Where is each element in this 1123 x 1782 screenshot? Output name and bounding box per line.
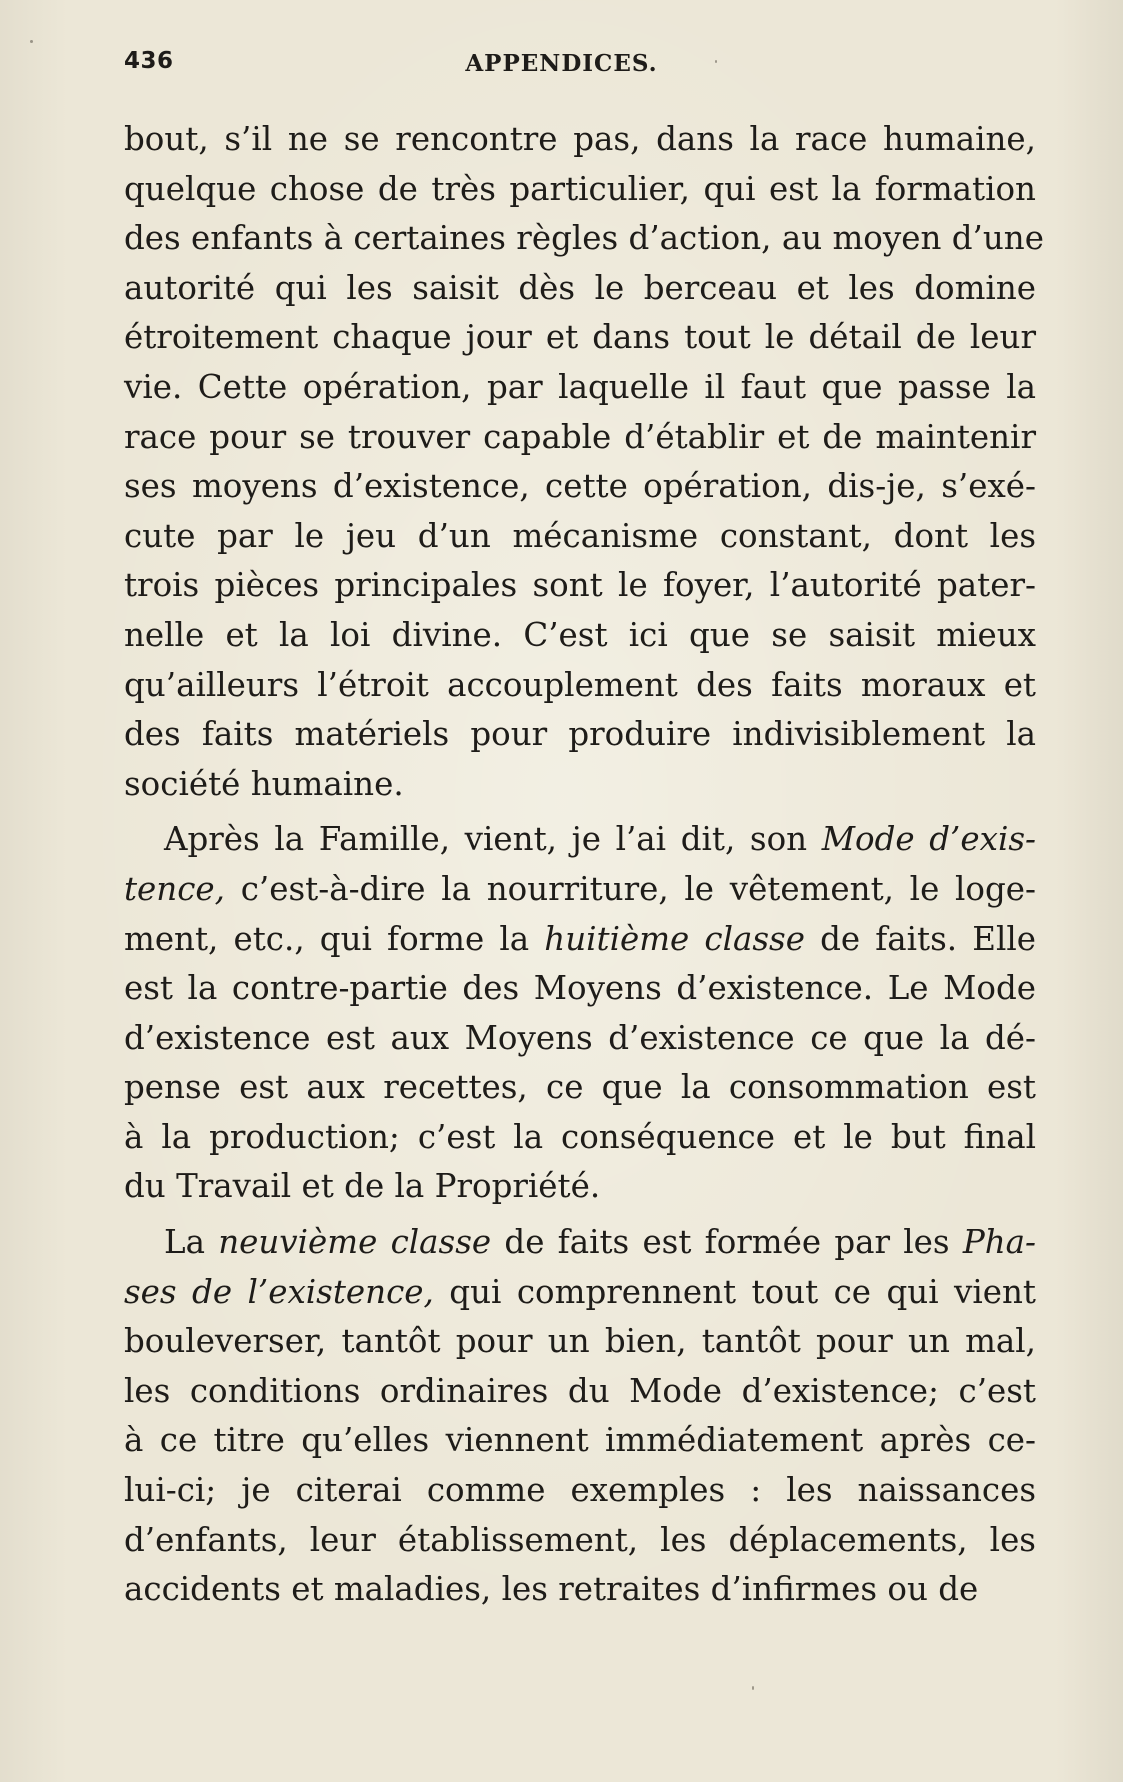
text-run: des enfants à certaines règles d’action, au moyen d’une bbox=[124, 219, 1044, 258]
paragraph bbox=[124, 1218, 1036, 1615]
text-run: ses moyens d’existence, cette opération, dis-je, s’exé- bbox=[124, 467, 1036, 506]
text-line bbox=[124, 1063, 1036, 1113]
paragraph bbox=[124, 815, 1036, 1212]
text-line bbox=[124, 512, 1036, 562]
running-head: APPENDICES. bbox=[465, 50, 658, 77]
paragraph bbox=[124, 115, 1044, 809]
text-line bbox=[124, 413, 1036, 463]
text-run: nelle et la loi divine. C’est ici que se saisit mieux bbox=[124, 615, 1036, 654]
text-line bbox=[124, 264, 1036, 314]
text-run: d’enfants, leur établissement, les déplacements, les bbox=[124, 1520, 1036, 1559]
text-line bbox=[124, 865, 1036, 915]
text-line bbox=[124, 710, 1036, 760]
text-line bbox=[124, 561, 1036, 611]
text-run: pense est aux recettes, ce que la consommation est bbox=[124, 1068, 1036, 1107]
body-text bbox=[124, 115, 1044, 1615]
text-line bbox=[124, 611, 1036, 661]
text-run: race pour se trouver capable d’établir et de maintenir bbox=[124, 417, 1036, 456]
text-line bbox=[124, 1516, 1036, 1566]
page-number: 436 bbox=[124, 48, 174, 74]
text-run: d’existence est aux Moyens d’existence ce que la dé- bbox=[124, 1018, 1036, 1057]
italic-run: ses de l’existence, bbox=[124, 1272, 434, 1311]
text-line bbox=[124, 1416, 1036, 1466]
text-line bbox=[124, 815, 1036, 865]
text-run: Après la Famille, vient, je l’ai dit, son bbox=[164, 820, 822, 859]
text-line bbox=[124, 1113, 1036, 1163]
text-run: bouleverser, tantôt pour un bien, tantôt pour un mal, bbox=[124, 1322, 1036, 1361]
text-run: autorité qui les saisit dès le berceau et les domine bbox=[124, 268, 1036, 307]
text-line bbox=[124, 1466, 1036, 1516]
paper-speck bbox=[715, 60, 717, 63]
italic-run: Mode d’exis- bbox=[821, 820, 1037, 859]
text-line bbox=[124, 915, 1036, 965]
text-run: étroitement chaque jour et dans tout le détail de leur bbox=[124, 318, 1036, 357]
text-line bbox=[124, 1014, 1036, 1064]
text-run: société humaine. bbox=[124, 764, 404, 803]
text-run: qu’ailleurs l’étroit accouplement des faits moraux et bbox=[124, 665, 1036, 704]
italic-run: neuvième classe bbox=[218, 1223, 492, 1262]
text-run: La bbox=[164, 1223, 219, 1262]
text-line bbox=[124, 1317, 1036, 1367]
text-run: lui-ci; je citerai comme exemples : les naissances bbox=[124, 1471, 1036, 1510]
text-line bbox=[124, 964, 1036, 1014]
text-line bbox=[124, 165, 1036, 215]
text-line bbox=[124, 1162, 1036, 1212]
text-line bbox=[124, 1218, 1036, 1268]
text-line bbox=[124, 1565, 1036, 1615]
text-run: bout, s’il ne se rencontre pas, dans la race humaine, bbox=[124, 120, 1036, 158]
text-line bbox=[124, 363, 1036, 413]
text-run: ment, etc., qui forme la bbox=[124, 919, 545, 958]
text-run: de faits est formée par les bbox=[491, 1223, 963, 1262]
text-run: à ce titre qu’elles viennent immédiatement après ce- bbox=[124, 1421, 1036, 1460]
text-run: de faits. Elle bbox=[804, 919, 1036, 958]
text-line bbox=[124, 115, 1036, 165]
italic-run: tence, bbox=[124, 869, 225, 908]
text-line bbox=[124, 214, 1044, 264]
text-line bbox=[124, 1268, 1036, 1318]
text-run: trois pièces principales sont le foyer, l’autorité pater- bbox=[124, 566, 1036, 605]
text-line bbox=[124, 760, 1036, 810]
text-run: c’est-à-dire la nourriture, le vêtement, le loge- bbox=[225, 869, 1036, 908]
text-run: cute par le jeu d’un mécanisme constant, dont les bbox=[124, 516, 1036, 555]
text-run: est la contre-partie des Moyens d’existence. Le Mode bbox=[124, 969, 1036, 1008]
italic-run: huitième classe bbox=[544, 919, 805, 958]
text-run: à la production; c’est la conséquence et le but final bbox=[124, 1117, 1036, 1156]
paper-speck bbox=[752, 1686, 754, 1690]
text-run: des faits matériels pour produire indivisiblement la bbox=[124, 715, 1036, 754]
paper-speck bbox=[30, 40, 33, 43]
text-run: quelque chose de très particulier, qui est la formation bbox=[124, 169, 1036, 208]
text-run: du Travail et de la Propriété. bbox=[124, 1167, 601, 1206]
text-run: les conditions ordinaires du Mode d’existence; c’est bbox=[124, 1371, 1036, 1410]
text-line bbox=[124, 1367, 1036, 1417]
text-run: accidents et maladies, les retraites d’infirmes ou de bbox=[124, 1570, 979, 1609]
text-line bbox=[124, 462, 1036, 512]
text-line bbox=[124, 313, 1036, 363]
text-run: vie. Cette opération, par laquelle il faut que passe la bbox=[124, 367, 1036, 406]
italic-run: Pha- bbox=[962, 1223, 1036, 1262]
text-line bbox=[124, 661, 1036, 711]
text-run: qui comprennent tout ce qui vient bbox=[433, 1272, 1036, 1311]
